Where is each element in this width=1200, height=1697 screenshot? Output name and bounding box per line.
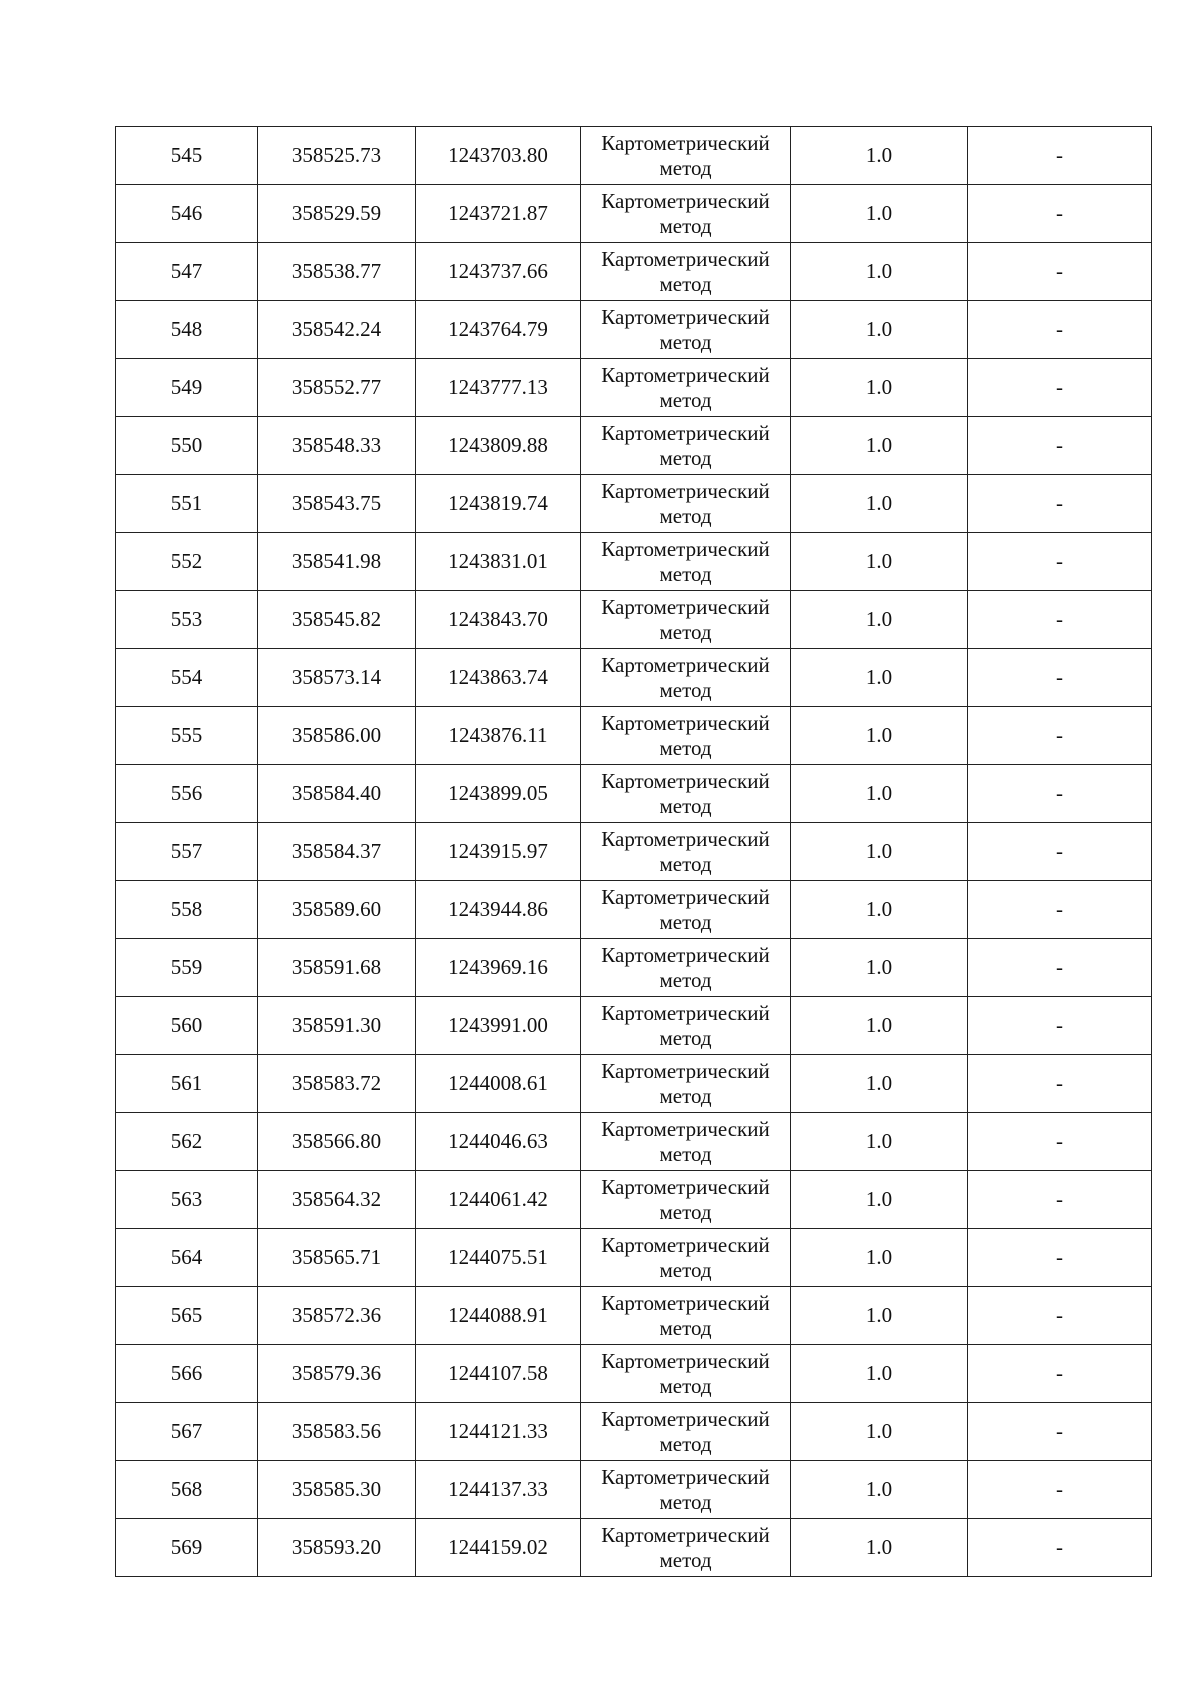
method-cell bbox=[581, 939, 791, 997]
accuracy-cell: 1.0 bbox=[791, 649, 968, 707]
method-cell bbox=[581, 881, 791, 939]
method-text-line2: метод bbox=[659, 1315, 712, 1340]
y-coordinate-cell: 1243721.87 bbox=[416, 185, 581, 243]
point-number-cell: 555 bbox=[116, 707, 258, 765]
table-row bbox=[116, 243, 1152, 301]
accuracy-cell: 1.0 bbox=[791, 1345, 968, 1403]
method-text-line1: Картометрический bbox=[601, 1000, 770, 1025]
method-cell bbox=[581, 127, 791, 185]
method-text-line1: Картометрический bbox=[601, 1522, 770, 1547]
method-cell bbox=[581, 1287, 791, 1345]
description-cell: - bbox=[968, 1113, 1152, 1171]
method-text-line2: метод bbox=[659, 909, 712, 934]
y-coordinate-cell: 1243737.66 bbox=[416, 243, 581, 301]
table-row bbox=[116, 649, 1152, 707]
y-coordinate-cell: 1244107.58 bbox=[416, 1345, 581, 1403]
x-coordinate-cell: 358583.72 bbox=[258, 1055, 416, 1113]
x-coordinate-cell: 358593.20 bbox=[258, 1519, 416, 1577]
table-row bbox=[116, 707, 1152, 765]
method-text-line1: Картометрический bbox=[601, 884, 770, 909]
description-cell: - bbox=[968, 881, 1152, 939]
x-coordinate-cell: 358543.75 bbox=[258, 475, 416, 533]
point-number-cell: 565 bbox=[116, 1287, 258, 1345]
point-number-cell: 561 bbox=[116, 1055, 258, 1113]
coordinates-table-body bbox=[116, 127, 1152, 1577]
description-cell: - bbox=[968, 823, 1152, 881]
accuracy-cell: 1.0 bbox=[791, 1519, 968, 1577]
method-cell bbox=[581, 1229, 791, 1287]
method-text-line1: Картометрический bbox=[601, 826, 770, 851]
method-text-line1: Картометрический bbox=[601, 710, 770, 735]
method-text-line1: Картометрический bbox=[601, 1464, 770, 1489]
table-row bbox=[116, 823, 1152, 881]
method-text-line1: Картометрический bbox=[601, 1290, 770, 1315]
method-text-line2: метод bbox=[659, 213, 712, 238]
accuracy-cell: 1.0 bbox=[791, 1403, 968, 1461]
y-coordinate-cell: 1243876.11 bbox=[416, 707, 581, 765]
y-coordinate-cell: 1243843.70 bbox=[416, 591, 581, 649]
description-cell: - bbox=[968, 1287, 1152, 1345]
method-cell bbox=[581, 185, 791, 243]
accuracy-cell: 1.0 bbox=[791, 301, 968, 359]
accuracy-cell: 1.0 bbox=[791, 1461, 968, 1519]
x-coordinate-cell: 358541.98 bbox=[258, 533, 416, 591]
x-coordinate-cell: 358542.24 bbox=[258, 301, 416, 359]
description-cell: - bbox=[968, 939, 1152, 997]
accuracy-cell: 1.0 bbox=[791, 997, 968, 1055]
method-cell bbox=[581, 765, 791, 823]
description-cell: - bbox=[968, 1345, 1152, 1403]
table-row bbox=[116, 1113, 1152, 1171]
point-number-cell: 567 bbox=[116, 1403, 258, 1461]
coordinates-table bbox=[115, 126, 1152, 1577]
method-text-line1: Картометрический bbox=[601, 1232, 770, 1257]
method-cell bbox=[581, 1055, 791, 1113]
table-row bbox=[116, 1171, 1152, 1229]
method-text-line1: Картометрический bbox=[601, 1348, 770, 1373]
table-row bbox=[116, 127, 1152, 185]
table-row bbox=[116, 1519, 1152, 1577]
method-text-line2: метод bbox=[659, 735, 712, 760]
x-coordinate-cell: 358565.71 bbox=[258, 1229, 416, 1287]
method-cell bbox=[581, 1403, 791, 1461]
description-cell: - bbox=[968, 243, 1152, 301]
accuracy-cell: 1.0 bbox=[791, 1229, 968, 1287]
method-text-line2: метод bbox=[659, 793, 712, 818]
method-cell bbox=[581, 1519, 791, 1577]
method-text-line2: метод bbox=[659, 329, 712, 354]
y-coordinate-cell: 1244075.51 bbox=[416, 1229, 581, 1287]
accuracy-cell: 1.0 bbox=[791, 475, 968, 533]
point-number-cell: 548 bbox=[116, 301, 258, 359]
x-coordinate-cell: 358585.30 bbox=[258, 1461, 416, 1519]
x-coordinate-cell: 358584.37 bbox=[258, 823, 416, 881]
method-text-line2: метод bbox=[659, 967, 712, 992]
accuracy-cell: 1.0 bbox=[791, 939, 968, 997]
method-cell bbox=[581, 417, 791, 475]
y-coordinate-cell: 1243831.01 bbox=[416, 533, 581, 591]
method-text-line2: метод bbox=[659, 1083, 712, 1108]
accuracy-cell: 1.0 bbox=[791, 185, 968, 243]
point-number-cell: 563 bbox=[116, 1171, 258, 1229]
table-row bbox=[116, 1055, 1152, 1113]
description-cell: - bbox=[968, 185, 1152, 243]
point-number-cell: 552 bbox=[116, 533, 258, 591]
description-cell: - bbox=[968, 301, 1152, 359]
x-coordinate-cell: 358572.36 bbox=[258, 1287, 416, 1345]
x-coordinate-cell: 358591.68 bbox=[258, 939, 416, 997]
method-text-line2: метод bbox=[659, 1373, 712, 1398]
description-cell: - bbox=[968, 707, 1152, 765]
table-row bbox=[116, 997, 1152, 1055]
y-coordinate-cell: 1243944.86 bbox=[416, 881, 581, 939]
point-number-cell: 545 bbox=[116, 127, 258, 185]
method-text-line2: метод bbox=[659, 1431, 712, 1456]
accuracy-cell: 1.0 bbox=[791, 1055, 968, 1113]
description-cell: - bbox=[968, 417, 1152, 475]
method-cell bbox=[581, 359, 791, 417]
description-cell: - bbox=[968, 1229, 1152, 1287]
description-cell: - bbox=[968, 765, 1152, 823]
method-cell bbox=[581, 1171, 791, 1229]
method-cell bbox=[581, 1461, 791, 1519]
table-row bbox=[116, 765, 1152, 823]
method-cell bbox=[581, 591, 791, 649]
table-row bbox=[116, 939, 1152, 997]
y-coordinate-cell: 1243863.74 bbox=[416, 649, 581, 707]
y-coordinate-cell: 1243899.05 bbox=[416, 765, 581, 823]
x-coordinate-cell: 358552.77 bbox=[258, 359, 416, 417]
method-cell bbox=[581, 475, 791, 533]
method-cell bbox=[581, 1345, 791, 1403]
accuracy-cell: 1.0 bbox=[791, 881, 968, 939]
method-text-line1: Картометрический bbox=[601, 594, 770, 619]
method-text-line2: метод bbox=[659, 271, 712, 296]
point-number-cell: 559 bbox=[116, 939, 258, 997]
method-text-line1: Картометрический bbox=[601, 768, 770, 793]
y-coordinate-cell: 1243991.00 bbox=[416, 997, 581, 1055]
point-number-cell: 547 bbox=[116, 243, 258, 301]
point-number-cell: 557 bbox=[116, 823, 258, 881]
point-number-cell: 562 bbox=[116, 1113, 258, 1171]
accuracy-cell: 1.0 bbox=[791, 823, 968, 881]
method-text-line2: метод bbox=[659, 503, 712, 528]
point-number-cell: 560 bbox=[116, 997, 258, 1055]
table-row bbox=[116, 475, 1152, 533]
method-text-line1: Картометрический bbox=[601, 1174, 770, 1199]
x-coordinate-cell: 358584.40 bbox=[258, 765, 416, 823]
method-text-line2: метод bbox=[659, 1141, 712, 1166]
method-text-line2: метод bbox=[659, 1257, 712, 1282]
method-text-line1: Картометрический bbox=[601, 362, 770, 387]
method-cell bbox=[581, 1113, 791, 1171]
point-number-cell: 550 bbox=[116, 417, 258, 475]
method-text-line2: метод bbox=[659, 1547, 712, 1572]
point-number-cell: 564 bbox=[116, 1229, 258, 1287]
description-cell: - bbox=[968, 475, 1152, 533]
method-text-line1: Картометрический bbox=[601, 1406, 770, 1431]
accuracy-cell: 1.0 bbox=[791, 243, 968, 301]
y-coordinate-cell: 1244008.61 bbox=[416, 1055, 581, 1113]
point-number-cell: 566 bbox=[116, 1345, 258, 1403]
accuracy-cell: 1.0 bbox=[791, 359, 968, 417]
x-coordinate-cell: 358538.77 bbox=[258, 243, 416, 301]
table-row bbox=[116, 1345, 1152, 1403]
accuracy-cell: 1.0 bbox=[791, 707, 968, 765]
description-cell: - bbox=[968, 1055, 1152, 1113]
y-coordinate-cell: 1244061.42 bbox=[416, 1171, 581, 1229]
description-cell: - bbox=[968, 1519, 1152, 1577]
method-cell bbox=[581, 823, 791, 881]
description-cell: - bbox=[968, 359, 1152, 417]
x-coordinate-cell: 358591.30 bbox=[258, 997, 416, 1055]
y-coordinate-cell: 1243809.88 bbox=[416, 417, 581, 475]
point-number-cell: 554 bbox=[116, 649, 258, 707]
table-row bbox=[116, 359, 1152, 417]
accuracy-cell: 1.0 bbox=[791, 533, 968, 591]
method-cell bbox=[581, 649, 791, 707]
method-text-line2: метод bbox=[659, 619, 712, 644]
x-coordinate-cell: 358583.56 bbox=[258, 1403, 416, 1461]
method-text-line2: метод bbox=[659, 155, 712, 180]
y-coordinate-cell: 1243969.16 bbox=[416, 939, 581, 997]
method-text-line1: Картометрический bbox=[601, 246, 770, 271]
table-row bbox=[116, 1461, 1152, 1519]
method-text-line1: Картометрический bbox=[601, 188, 770, 213]
method-cell bbox=[581, 533, 791, 591]
x-coordinate-cell: 358525.73 bbox=[258, 127, 416, 185]
x-coordinate-cell: 358586.00 bbox=[258, 707, 416, 765]
method-text-line1: Картометрический bbox=[601, 1058, 770, 1083]
method-cell bbox=[581, 243, 791, 301]
description-cell: - bbox=[968, 1171, 1152, 1229]
y-coordinate-cell: 1243777.13 bbox=[416, 359, 581, 417]
description-cell: - bbox=[968, 1461, 1152, 1519]
point-number-cell: 558 bbox=[116, 881, 258, 939]
table-row bbox=[116, 591, 1152, 649]
y-coordinate-cell: 1244088.91 bbox=[416, 1287, 581, 1345]
description-cell: - bbox=[968, 997, 1152, 1055]
description-cell: - bbox=[968, 127, 1152, 185]
point-number-cell: 551 bbox=[116, 475, 258, 533]
method-text-line2: метод bbox=[659, 677, 712, 702]
method-text-line1: Картометрический bbox=[601, 304, 770, 329]
accuracy-cell: 1.0 bbox=[791, 417, 968, 475]
method-cell bbox=[581, 301, 791, 359]
x-coordinate-cell: 358529.59 bbox=[258, 185, 416, 243]
y-coordinate-cell: 1243764.79 bbox=[416, 301, 581, 359]
y-coordinate-cell: 1243703.80 bbox=[416, 127, 581, 185]
x-coordinate-cell: 358573.14 bbox=[258, 649, 416, 707]
method-text-line1: Картометрический bbox=[601, 652, 770, 677]
method-text-line1: Картометрический bbox=[601, 942, 770, 967]
table-row bbox=[116, 417, 1152, 475]
point-number-cell: 549 bbox=[116, 359, 258, 417]
description-cell: - bbox=[968, 649, 1152, 707]
method-text-line2: метод bbox=[659, 387, 712, 412]
accuracy-cell: 1.0 bbox=[791, 591, 968, 649]
accuracy-cell: 1.0 bbox=[791, 1171, 968, 1229]
x-coordinate-cell: 358545.82 bbox=[258, 591, 416, 649]
method-text-line2: метод bbox=[659, 1199, 712, 1224]
method-text-line2: метод bbox=[659, 851, 712, 876]
x-coordinate-cell: 358548.33 bbox=[258, 417, 416, 475]
accuracy-cell: 1.0 bbox=[791, 1287, 968, 1345]
method-text-line1: Картометрический bbox=[601, 420, 770, 445]
method-cell bbox=[581, 707, 791, 765]
table-row bbox=[116, 1403, 1152, 1461]
method-text-line1: Картометрический bbox=[601, 1116, 770, 1141]
point-number-cell: 569 bbox=[116, 1519, 258, 1577]
table-row bbox=[116, 1287, 1152, 1345]
y-coordinate-cell: 1244121.33 bbox=[416, 1403, 581, 1461]
point-number-cell: 568 bbox=[116, 1461, 258, 1519]
method-text-line2: метод bbox=[659, 445, 712, 470]
accuracy-cell: 1.0 bbox=[791, 127, 968, 185]
method-text-line1: Картометрический bbox=[601, 130, 770, 155]
x-coordinate-cell: 358564.32 bbox=[258, 1171, 416, 1229]
method-cell bbox=[581, 997, 791, 1055]
table-row bbox=[116, 881, 1152, 939]
y-coordinate-cell: 1244046.63 bbox=[416, 1113, 581, 1171]
accuracy-cell: 1.0 bbox=[791, 1113, 968, 1171]
x-coordinate-cell: 358566.80 bbox=[258, 1113, 416, 1171]
point-number-cell: 556 bbox=[116, 765, 258, 823]
x-coordinate-cell: 358589.60 bbox=[258, 881, 416, 939]
y-coordinate-cell: 1243819.74 bbox=[416, 475, 581, 533]
y-coordinate-cell: 1244137.33 bbox=[416, 1461, 581, 1519]
method-text-line2: метод bbox=[659, 1489, 712, 1514]
description-cell: - bbox=[968, 533, 1152, 591]
point-number-cell: 546 bbox=[116, 185, 258, 243]
method-text-line1: Картометрический bbox=[601, 478, 770, 503]
method-text-line2: метод bbox=[659, 561, 712, 586]
point-number-cell: 553 bbox=[116, 591, 258, 649]
y-coordinate-cell: 1244159.02 bbox=[416, 1519, 581, 1577]
y-coordinate-cell: 1243915.97 bbox=[416, 823, 581, 881]
table-row bbox=[116, 1229, 1152, 1287]
table-row bbox=[116, 533, 1152, 591]
table-row bbox=[116, 185, 1152, 243]
accuracy-cell: 1.0 bbox=[791, 765, 968, 823]
method-text-line2: метод bbox=[659, 1025, 712, 1050]
table-row bbox=[116, 301, 1152, 359]
description-cell: - bbox=[968, 591, 1152, 649]
method-text-line1: Картометрический bbox=[601, 536, 770, 561]
x-coordinate-cell: 358579.36 bbox=[258, 1345, 416, 1403]
description-cell: - bbox=[968, 1403, 1152, 1461]
